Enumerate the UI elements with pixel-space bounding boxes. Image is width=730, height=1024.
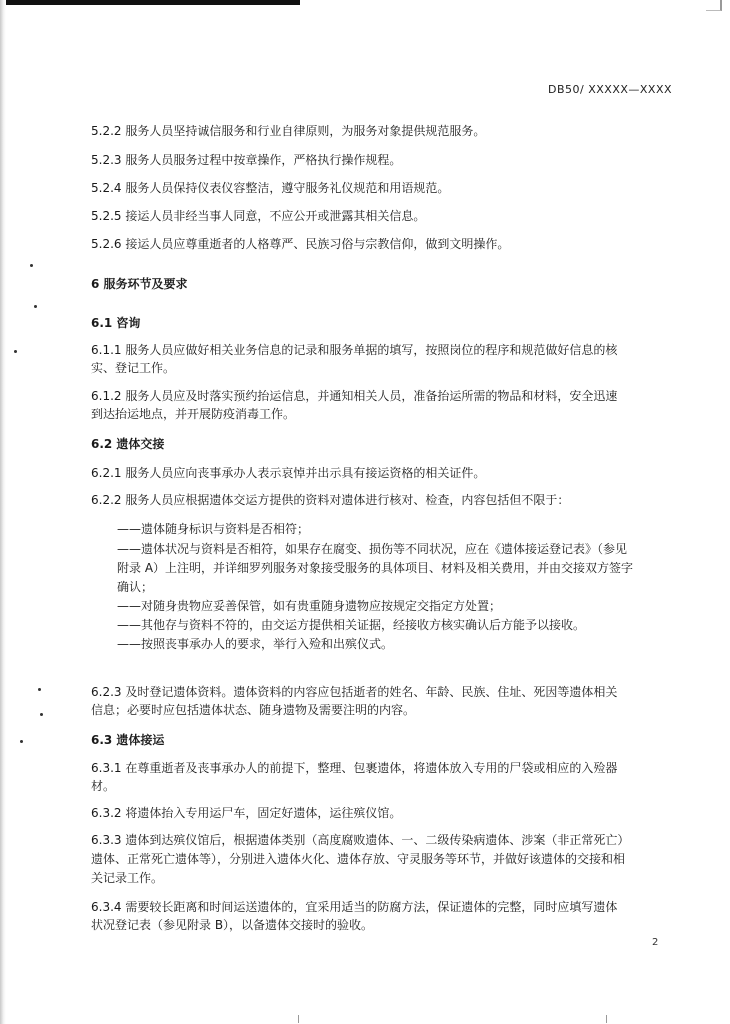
scan-speck [40, 713, 43, 716]
document-code: DB50/ XXXXX—XXXX [548, 83, 673, 96]
clause-6-3-3: 6.3.3 遗体到达殡仪馆后，根据遗体类别（高度腐败遗体、一、二级传染病遗体、涉案（非正常死亡） [91, 833, 630, 847]
scan-speck [34, 305, 37, 308]
clause-6-3-2: 6.3.2 将遗体抬入专用运尸车，固定好遗体，运往殡仪馆。 [91, 806, 402, 820]
clause-6-2-3-cont: 信息；必要时应包括遗体状态、随身遗物及需要注明的内容。 [91, 703, 416, 717]
clause-6-1-1: 6.1.1 服务人员应做好相关业务信息的记录和服务单据的填写，按照岗位的程序和规范做好信息的核 [91, 343, 618, 357]
section-6-2-heading: 6.2 遗体交接 [91, 437, 165, 451]
clause-6-2-2: 6.2.2 服务人员应根据遗体交运方提供的资料对遗体进行核对、检查，内容包括但不限于： [91, 493, 570, 507]
scan-left-edge [0, 0, 6, 1024]
scan-speck [30, 264, 33, 267]
clause-6-3-4-cont: 状况登记表（参见附录 B），以备遗体交接时的验收。 [91, 918, 374, 932]
list-item: ——遗体随身标识与资料是否相符； [117, 522, 310, 536]
list-item: ——对随身贵物应妥善保管，如有贵重随身遗物应按规定交指定方处置； [117, 599, 502, 613]
clause-5-2-4: 5.2.4 服务人员保持仪表仪容整洁，遵守服务礼仪规范和用语规范。 [91, 181, 450, 195]
scan-corner-mark [706, 0, 722, 11]
clause-6-1-2: 6.1.2 服务人员应及时落实预约抬运信息，并通知相关人员，准备抬运所需的物品和材料，安全迅速 [91, 389, 618, 403]
section-6-1-heading: 6.1 咨询 [91, 316, 141, 330]
clause-5-2-5: 5.2.5 接运人员非经当事人同意，不应公开或泄露其相关信息。 [91, 209, 426, 223]
clause-6-3-3-cont: 遗体、正常死亡遗体等），分别进入遗体火化、遗体存放、守灵服务等环节，并做好该遗体的交接和相 [91, 852, 626, 866]
section-6-3-heading: 6.3 遗体接运 [91, 733, 165, 747]
list-item: ——按照丧事承办人的要求，举行入殓和出殡仪式。 [117, 637, 394, 651]
clause-6-2-3: 6.2.3 及时登记遗体资料。遗体资料的内容应包括逝者的姓名、年龄、民族、住址、死因等遗体相关 [91, 685, 618, 699]
list-item-cont: 附录 A）上注明，并详细罗列服务对象接受服务的具体项目、材料及相关费用，并由交接双方签字 [117, 561, 634, 575]
scan-tick [606, 1015, 607, 1023]
clause-6-3-4: 6.3.4 需要较长距离和时间运送遗体的，宜采用适当的防腐方法，保证遗体的完整，同时应填写遗体 [91, 900, 618, 914]
clause-6-3-1-cont: 材。 [91, 779, 116, 793]
scan-speck [14, 350, 17, 353]
clause-6-3-3-cont: 关记录工作。 [91, 871, 164, 885]
list-item: ——遗体状况与资料是否相符，如果存在腐变、损伤等不同状况，应在《遗体接运登记表》（参见 [117, 542, 628, 556]
clause-5-2-6: 5.2.6 接运人员应尊重逝者的人格尊严、民族习俗与宗教信仰，做到文明操作。 [91, 237, 510, 251]
clause-6-1-1-cont: 实、登记工作。 [91, 361, 176, 375]
clause-6-2-1: 6.2.1 服务人员应向丧事承办人表示哀悼并出示具有接运资格的相关证件。 [91, 466, 486, 480]
scan-speck [20, 740, 23, 743]
clause-6-3-1: 6.3.1 在尊重逝者及丧事承办人的前提下，整理、包裹遗体，将遗体放入专用的尸袋或相应的入殓器 [91, 761, 618, 775]
clause-5-2-3: 5.2.3 服务人员服务过程中按章操作，严格执行操作规程。 [91, 153, 402, 167]
list-item-cont: 确认； [117, 580, 154, 594]
scan-tick [298, 1015, 299, 1023]
scan-speck [38, 688, 41, 691]
section-6-heading: 6 服务环节及要求 [91, 277, 188, 291]
scan-top-bar [0, 0, 300, 5]
page-number: 2 [652, 937, 659, 948]
list-item: ——其他存与资料不符的，由交运方提供相关证据，经接收方核实确认后方能予以接收。 [117, 618, 586, 632]
clause-6-1-2-cont: 到达抬运地点，并开展防疫消毒工作。 [91, 407, 296, 421]
clause-5-2-2: 5.2.2 服务人员坚持诚信服务和行业自律原则，为服务对象提供规范服务。 [91, 124, 486, 138]
